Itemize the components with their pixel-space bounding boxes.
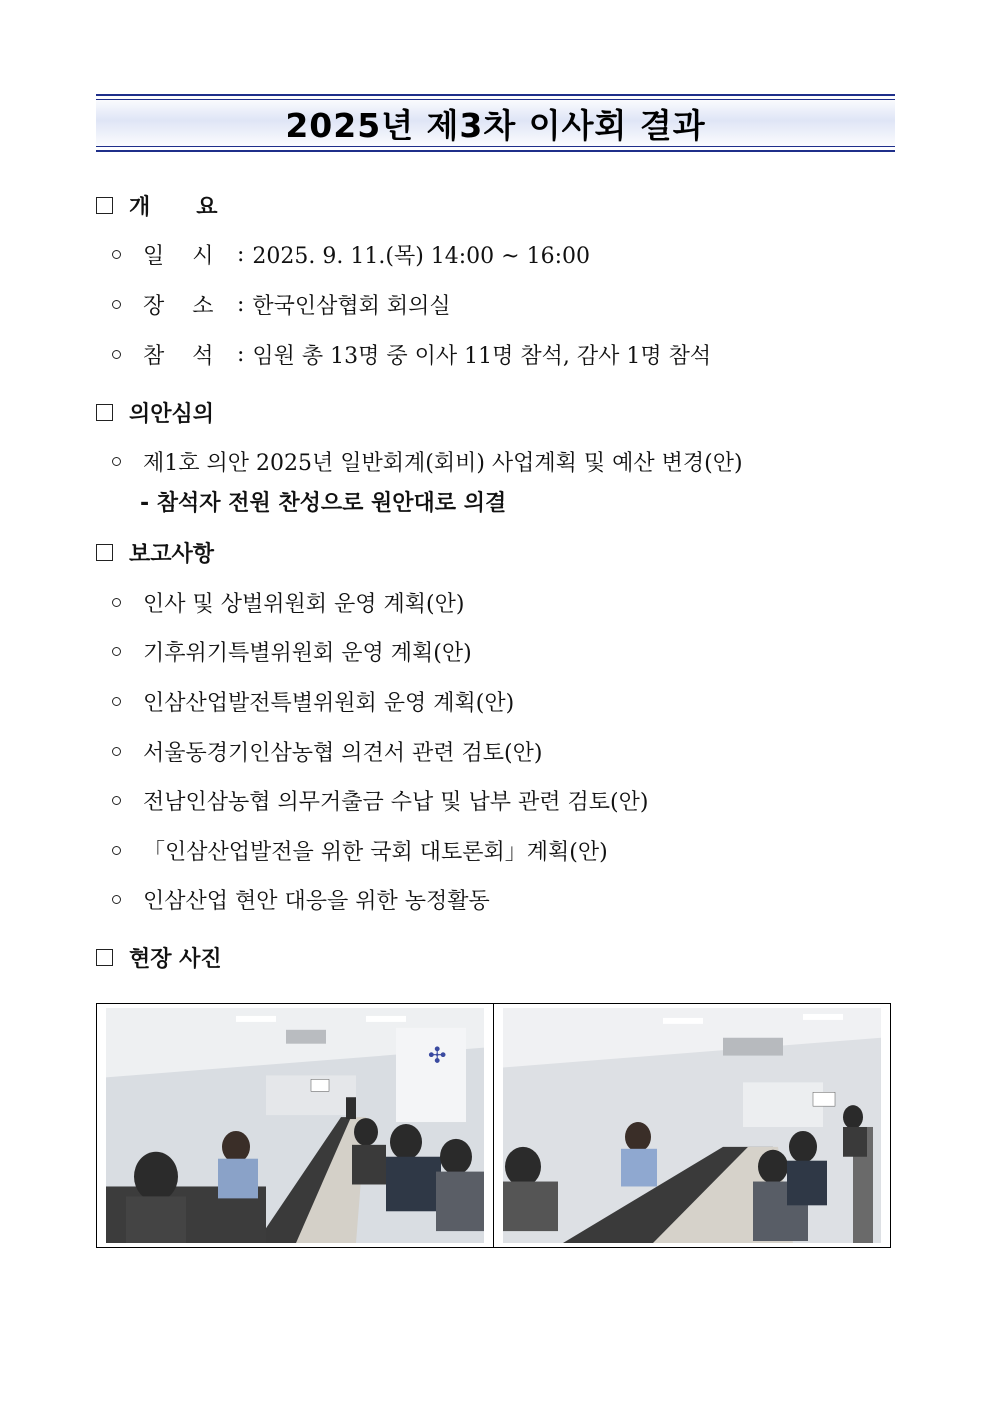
section-overview-heading: 개 요	[96, 190, 217, 221]
circle-bullet-icon	[112, 647, 121, 656]
circle-bullet-icon	[112, 457, 121, 466]
checkbox-square-icon	[96, 404, 113, 421]
svg-text:✣: ✣	[428, 1043, 447, 1069]
meeting-photo-1	[106, 1008, 484, 1243]
circle-bullet-icon	[112, 895, 121, 904]
circle-bullet-icon	[112, 796, 121, 805]
overview-value: 임원 총 13명 중 이사 11명 참석, 감사 1명 참석	[252, 344, 712, 369]
photo-cell-left	[97, 1004, 493, 1247]
meeting-photo-2	[503, 1008, 881, 1243]
circle-bullet-icon	[112, 250, 121, 259]
circle-bullet-icon	[112, 846, 121, 855]
overview-label: 일 시	[143, 244, 214, 269]
checkbox-square-icon	[96, 949, 113, 966]
section-agenda-heading: 의안심의	[96, 397, 214, 428]
circle-bullet-icon	[112, 350, 121, 359]
checkbox-square-icon	[96, 197, 113, 214]
report-item: 기후위기특별위원회 운영 계획(안)	[112, 636, 472, 667]
section-photos-heading: 현장 사진	[96, 942, 222, 973]
circle-bullet-icon	[112, 598, 121, 607]
overview-value: 한국인삼협회 회의실	[252, 294, 451, 319]
circle-bullet-icon	[112, 697, 121, 706]
colon: :	[237, 342, 245, 367]
colon: :	[237, 242, 245, 267]
page-title: 2025년 제3차 이사회 결과	[285, 105, 706, 145]
agenda-item: 제1호 의안 2025년 일반회계(회비) 사업계획 및 예산 변경(안)	[112, 446, 743, 477]
colon: :	[237, 292, 245, 317]
report-item: 인삼산업 현안 대응을 위한 농정활동	[112, 884, 490, 915]
report-item: 인삼산업발전특별위원회 운영 계획(안)	[112, 686, 514, 717]
circle-bullet-icon	[112, 300, 121, 309]
report-item: 인사 및 상벌위원회 운영 계획(안)	[112, 587, 464, 618]
overview-value: 2025. 9. 11.(목) 14:00 ~ 16:00	[252, 244, 590, 269]
circle-bullet-icon	[112, 747, 121, 756]
overview-label: 장 소	[143, 294, 214, 319]
checkbox-square-icon	[96, 544, 113, 561]
report-item: 「인삼산업발전을 위한 국회 대토론회」계획(안)	[112, 835, 608, 866]
title-banner	[96, 94, 895, 152]
overview-attendance-row	[112, 339, 711, 370]
photo-table	[96, 1003, 891, 1248]
overview-date-row	[112, 239, 590, 270]
overview-label: 참 석	[143, 344, 214, 369]
overview-place-row	[112, 289, 451, 320]
report-item: 서울동경기인삼농협 의견서 관련 검토(안)	[112, 736, 542, 767]
photo-cell-right	[493, 1004, 890, 1247]
report-item: 전남인삼농협 의무거출금 수납 및 납부 관련 검토(안)	[112, 785, 648, 816]
section-reports-heading: 보고사항	[96, 537, 214, 568]
agenda-result: - 참석자 전원 찬성으로 원안대로 의결	[140, 491, 507, 516]
